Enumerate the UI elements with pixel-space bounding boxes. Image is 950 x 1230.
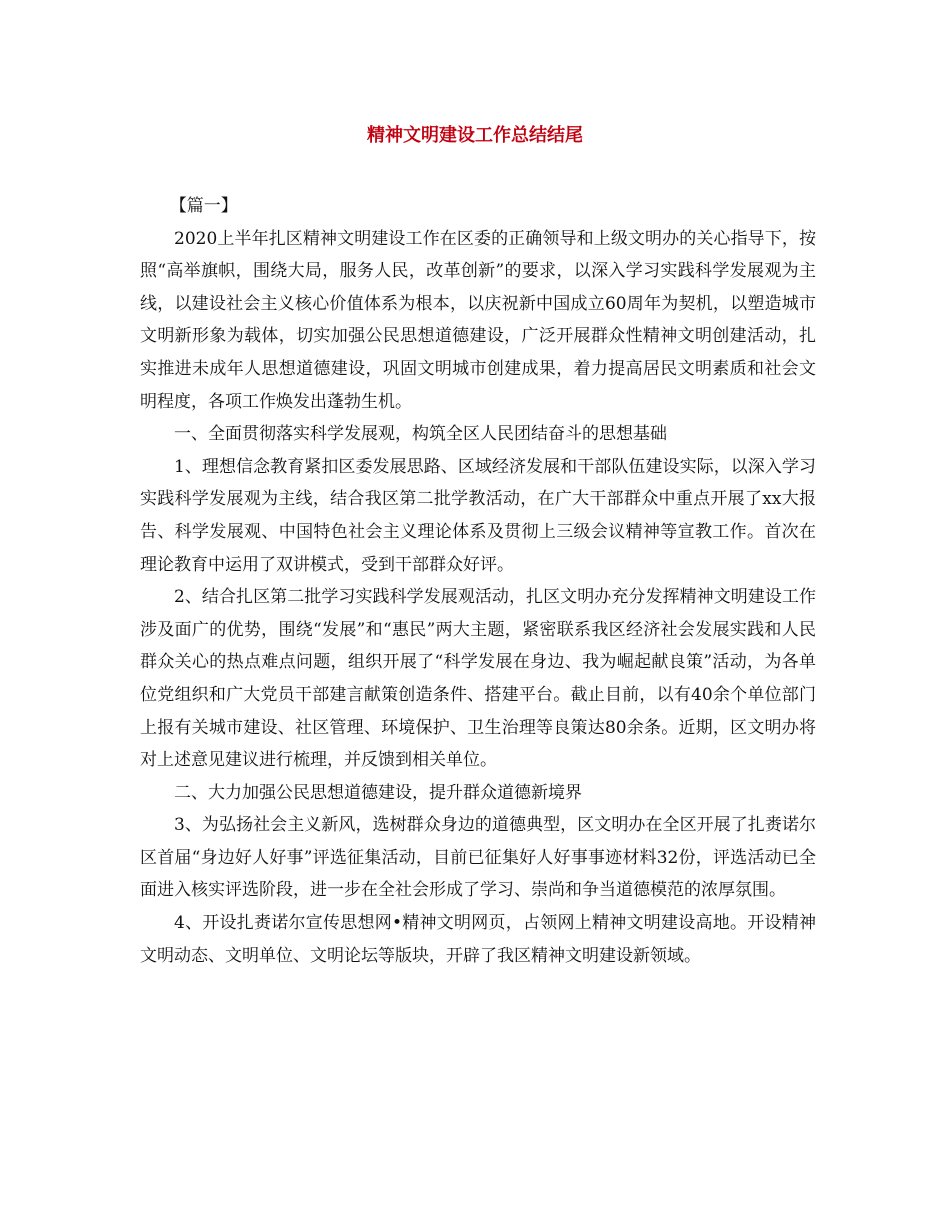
paragraph-intro: 2020上半年扎区精神文明建设工作在区委的正确领导和上级文明办的关心指导下，按照“高举旗帜，围绕大局，服务人民，改革创新”的要求，以深入学习实践科学发展观为主线，以建设社会主义核心价值体系为根本，以庆祝新中国成立60周年为契机，以塑造城市文明新形象为载体，切实加强公民思想道德建设，广泛开展群众性精神文明创建活动，扎实推进未成年人思想道德建设，巩固文明城市创建成果，着力提高居民文明素质和社会文明程度，各项工作焕发出蓬勃生机。 — [140, 228, 816, 412]
document-title: 精神文明建设工作总结结尾 — [367, 125, 583, 146]
paragraph-item-2: 2、结合扎区第二批学习实践科学发展观活动，扎区文明办充分发挥精神文明建设工作涉及面广的优势，围绕“发展”和“惠民”两大主题，紧密联系我区经济社会发展实践和人民群众关心的热点难点问题，组织开展了“科学发展在身边、我为崛起献良策”活动，为各单位党组织和广大党员干部建言献策创造条件、搭建平台。截止目前，以有40余个单位部门上报有关城市建设、社区管理、环境保护、卫生治理等良策达80余条。近期，区文明办将对上述意见建议进行梳理，并反馈到相关单位。 — [140, 587, 816, 771]
paragraph-item-3: 3、为弘扬社会主义新风，选树群众身边的道德典型，区文明办在全区开展了扎赉诺尔区首届“身边好人好事”评选征集活动，目前已征集好人好事事迹材料32份，评选活动已全面进入核实评选阶段，进一步在全社会形成了学习、崇尚和争当道德模范的浓厚氛围。 — [140, 815, 816, 901]
paragraph-item-4: 4、开设扎赉诺尔宣传思想网•精神文明网页，占领网上精神文明建设高地。开设精神文明动态、文明单位、文明论坛等版块，开辟了我区精神文明建设新领域。 — [140, 913, 816, 966]
section-heading-1: 一、全面贯彻落实科学发展观，构筑全区人民团结奋斗的思想基础 — [174, 424, 667, 445]
section-label: 【篇一】 — [169, 196, 238, 216]
section-heading-2: 二、大力加强公民思想道德建设，提升群众道德新境界 — [174, 782, 582, 803]
document-body — [140, 190, 816, 972]
paragraph-item-1: 1、理想信念教育紧扣区委发展思路、区域经济发展和干部队伍建设实际，以深入学习实践科学发展观为主线，结合我区第二批学教活动，在广大干部群众中重点开展了xx大报告、科学发展观、中国特色社会主义理论体系及贯彻上三级会议精神等宣教工作。首次在理论教育中运用了双讲模式，受到干部群众好评。 — [140, 456, 816, 575]
